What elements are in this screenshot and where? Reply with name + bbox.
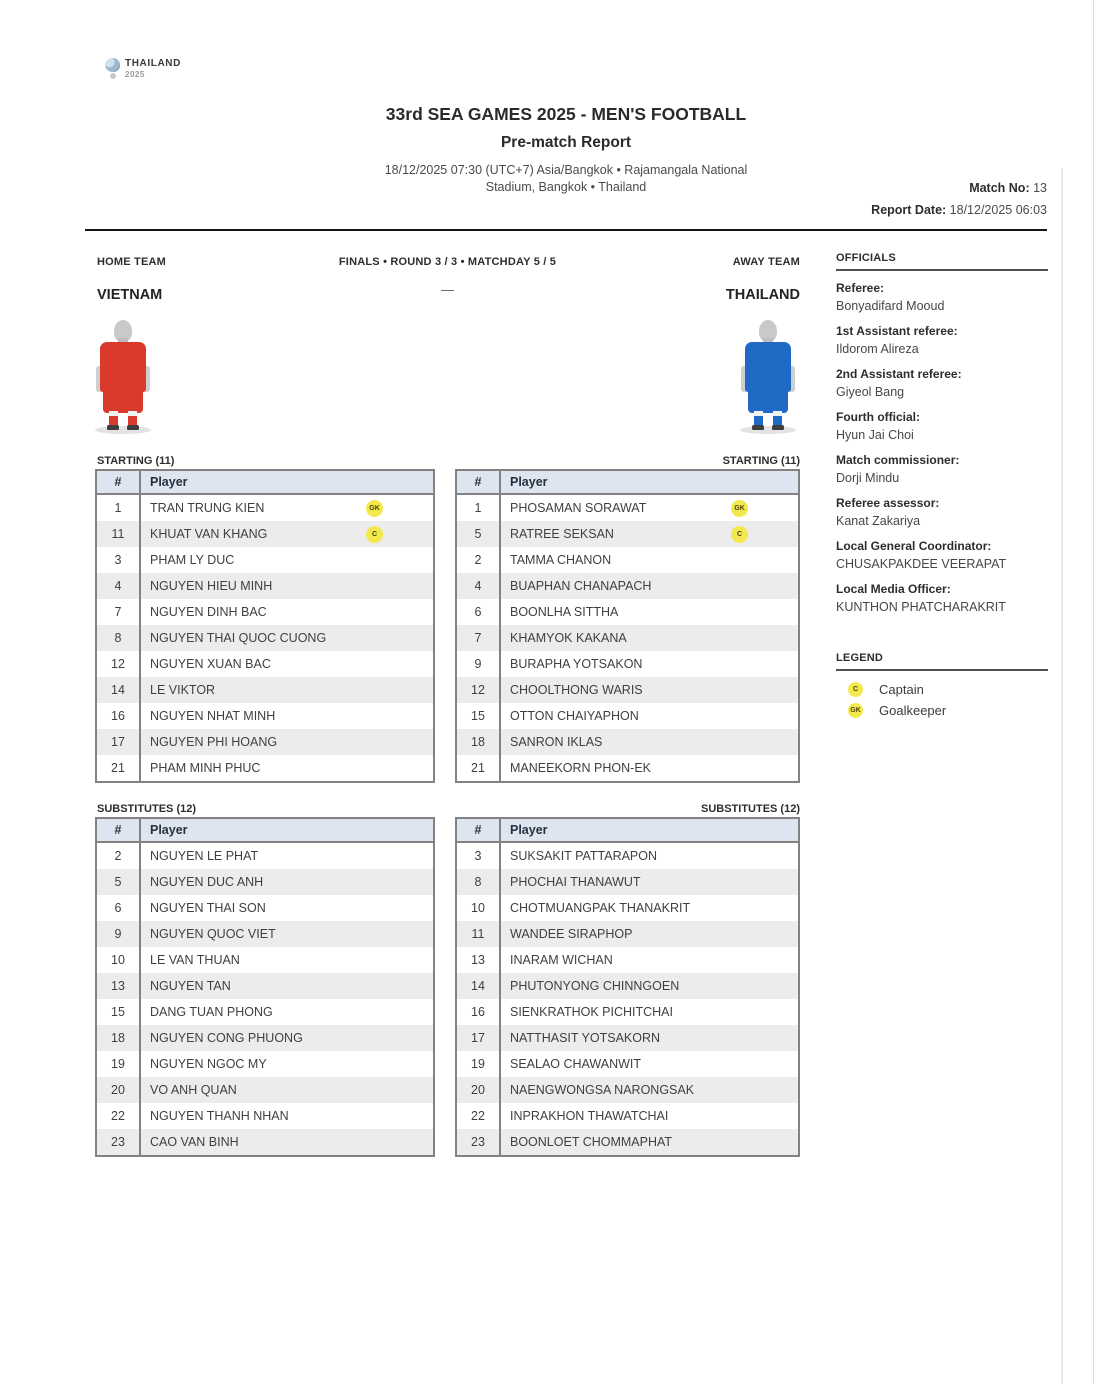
player-row — [457, 869, 798, 895]
player-number: 3 — [97, 547, 141, 573]
player-cell — [501, 521, 798, 547]
player-cell — [501, 973, 798, 999]
player-row — [457, 843, 798, 869]
official-name: Kanat Zakariya — [836, 514, 921, 528]
away-starting-table — [455, 469, 800, 783]
player-cell — [141, 521, 433, 547]
player-cell — [141, 1025, 433, 1051]
player-column-header: Player — [150, 823, 188, 837]
home-team-label: HOME TEAM — [97, 256, 167, 268]
away-substitutes-table — [455, 817, 800, 1157]
official-name: Ildorom Alireza — [836, 342, 919, 356]
player-cell — [501, 1103, 798, 1129]
player-number: 3 — [457, 843, 501, 869]
player-name: KHUAT VAN KHANG — [150, 527, 268, 541]
player-cell — [501, 703, 798, 729]
player-row — [97, 1103, 433, 1129]
home-team-name: VIETNAM — [97, 287, 163, 303]
kit-shoe-right — [772, 425, 784, 430]
player-cell — [501, 495, 798, 521]
away-team-label: AWAY TEAM — [732, 256, 800, 268]
official-role-label: Referee: — [836, 281, 885, 295]
player-name: PHOSAMAN SORAWAT — [510, 501, 647, 515]
page-scan-edge — [1061, 168, 1063, 1384]
kit-shoe-right — [127, 425, 139, 430]
player-name: SANRON IKLAS — [510, 735, 603, 749]
player-name: NGUYEN THAI SON — [150, 901, 266, 915]
official-name: KUNTHON PHATCHARAKRIT — [836, 600, 1006, 614]
table-body — [457, 843, 798, 1155]
match-no-value: 13 — [1033, 181, 1047, 195]
player-row — [97, 1077, 433, 1103]
report-title: 33rd SEA GAMES 2025 - MEN'S FOOTBALL — [385, 104, 747, 124]
match-no-line — [871, 177, 1047, 199]
player-row — [457, 521, 798, 547]
legend-label: Captain — [879, 682, 924, 697]
player-name: PHUTONYONG CHINNGOEN — [510, 979, 680, 993]
player-number: 21 — [97, 755, 141, 781]
player-name: NGUYEN NHAT MINH — [150, 709, 276, 723]
player-number: 2 — [97, 843, 141, 869]
player-name: SIENKRATHOK PICHITCHAI — [510, 1005, 673, 1019]
home-starting-table — [95, 469, 435, 783]
player-name: NGUYEN DUC ANH — [150, 875, 264, 889]
official-name: CHUSAKPAKDEE VEERAPAT — [836, 557, 1007, 571]
player-name: NAENGWONGSA NARONGSAK — [510, 1083, 695, 1097]
player-number: 10 — [97, 947, 141, 973]
player-row — [457, 895, 798, 921]
player-cell — [501, 1077, 798, 1103]
report-date-label: Report Date: — [871, 203, 947, 217]
player-name: PHOCHAI THANAWUT — [510, 875, 641, 889]
player-row — [97, 1129, 433, 1155]
player-row — [457, 729, 798, 755]
player-number: 5 — [457, 521, 501, 547]
official-role-label: 1st Assistant referee: — [836, 324, 958, 338]
player-row — [97, 495, 433, 521]
player-row — [457, 755, 798, 781]
official-role-label: 2nd Assistant referee: — [836, 367, 962, 381]
player-row — [457, 1129, 798, 1155]
player-row — [97, 547, 433, 573]
player-row — [97, 1025, 433, 1051]
player-name: NGUYEN XUAN BAC — [150, 657, 271, 671]
player-name: BURAPHA YOTSAKON — [510, 657, 643, 671]
home-starting-label: STARTING (11) — [97, 455, 175, 467]
player-name: CHOOLTHONG WARIS — [510, 683, 643, 697]
player-name: NGUYEN PHI HOANG — [150, 735, 278, 749]
player-name: NGUYEN THANH NHAN — [150, 1109, 289, 1123]
player-row — [457, 651, 798, 677]
player-row — [97, 843, 433, 869]
player-cell — [501, 651, 798, 677]
player-row — [457, 1103, 798, 1129]
match-datetime-line2: Stadium, Bangkok • Thailand — [485, 180, 647, 194]
legend-label: Goalkeeper — [879, 703, 947, 718]
player-number: 14 — [97, 677, 141, 703]
player-cell — [501, 729, 798, 755]
player-number: 15 — [97, 999, 141, 1025]
official-name: Hyun Jai Choi — [836, 428, 914, 442]
player-number: 18 — [457, 729, 501, 755]
report-subtitle: Pre-match Report — [500, 134, 632, 151]
player-number: 1 — [457, 495, 501, 521]
player-number: 19 — [457, 1051, 501, 1077]
player-row — [97, 599, 433, 625]
player-row — [457, 703, 798, 729]
player-row — [97, 651, 433, 677]
legend-item — [836, 679, 1048, 700]
legend-list — [836, 679, 1048, 721]
kit-shoe-left — [107, 425, 119, 430]
player-number: 20 — [457, 1077, 501, 1103]
captain-badge: C — [731, 526, 748, 543]
player-cell — [141, 703, 433, 729]
player-row — [457, 999, 798, 1025]
player-number: 7 — [457, 625, 501, 651]
player-name: BOONLOET CHOMMAPHAT — [510, 1135, 673, 1149]
goalkeeper-badge: GK — [366, 500, 383, 517]
goalkeeper-badge: GK — [731, 500, 748, 517]
player-row — [97, 999, 433, 1025]
player-number: 1 — [97, 495, 141, 521]
home-substitutes-label: SUBSTITUTES (12) — [97, 803, 197, 815]
player-number: 17 — [97, 729, 141, 755]
player-cell — [141, 651, 433, 677]
official-role-label: Match commissioner: — [836, 453, 960, 467]
player-row — [97, 973, 433, 999]
player-cell — [141, 973, 433, 999]
number-column-header: # — [457, 471, 501, 493]
table-header-row — [97, 471, 433, 495]
legend-panel — [836, 652, 1048, 721]
player-cell — [141, 1051, 433, 1077]
player-cell — [141, 999, 433, 1025]
official-role-label: Fourth official: — [836, 410, 920, 424]
player-name: NGUYEN DINH BAC — [150, 605, 267, 619]
player-row — [457, 973, 798, 999]
player-column-header: Player — [510, 823, 548, 837]
kit-shorts — [748, 391, 788, 413]
player-name: NGUYEN THAI QUOC CUONG — [150, 631, 327, 645]
official-role-label: Referee assessor: — [836, 496, 940, 510]
player-number: 13 — [457, 947, 501, 973]
player-name: PHAM LY DUC — [150, 553, 235, 567]
away-team-name: THAILAND — [725, 287, 800, 303]
player-row — [457, 921, 798, 947]
player-row — [457, 625, 798, 651]
player-row — [97, 729, 433, 755]
player-number: 6 — [457, 599, 501, 625]
away-substitutes-label: SUBSTITUTES (12) — [700, 803, 800, 815]
player-cell — [501, 677, 798, 703]
player-number: 11 — [457, 921, 501, 947]
player-cell — [141, 921, 433, 947]
logo-dot-icon — [110, 73, 116, 79]
player-name: RATREE SEKSAN — [510, 527, 614, 541]
player-name: NGUYEN CONG PHUONG — [150, 1031, 303, 1045]
officials-list — [836, 281, 1048, 615]
player-row — [457, 1025, 798, 1051]
player-name: SEALAO CHAWANWIT — [510, 1057, 642, 1071]
player-number: 23 — [457, 1129, 501, 1155]
player-cell — [141, 1129, 433, 1155]
logo-title: THAILAND — [125, 58, 181, 69]
player-row — [457, 547, 798, 573]
player-cell — [501, 547, 798, 573]
table-header-row — [457, 471, 798, 495]
table-header-row — [97, 819, 433, 843]
player-name: BUAPHAN CHANAPACH — [510, 579, 652, 593]
player-row — [457, 1051, 798, 1077]
player-name: CHOTMUANGPAK THANAKRIT — [510, 901, 691, 915]
player-name: NGUYEN QUOC VIET — [150, 927, 276, 941]
player-number: 12 — [457, 677, 501, 703]
official-role-label: Local General Coordinator: — [836, 539, 992, 553]
globe-icon — [105, 58, 120, 72]
player-number: 13 — [97, 973, 141, 999]
match-meta — [871, 177, 1047, 221]
number-column-header: # — [97, 471, 141, 493]
kit-shadow — [95, 426, 151, 434]
player-row — [97, 895, 433, 921]
player-number: 7 — [97, 599, 141, 625]
away-starting-label: STARTING (11) — [722, 455, 800, 467]
player-row — [97, 921, 433, 947]
player-column-header: Player — [150, 475, 188, 489]
player-cell — [141, 547, 433, 573]
player-cell — [141, 729, 433, 755]
match-datetime-line1: 18/12/2025 07:30 (UTC+7) Asia/Bangkok • Rajamangala National — [384, 163, 748, 177]
player-name: VO ANH QUAN — [150, 1083, 237, 1097]
player-name: BOONLHA SITTHA — [510, 605, 619, 619]
officials-title: OFFICIALS — [836, 252, 1048, 271]
legend-item — [836, 700, 1048, 721]
player-number: 11 — [97, 521, 141, 547]
table-body — [97, 495, 433, 781]
player-number: 4 — [97, 573, 141, 599]
player-cell — [141, 677, 433, 703]
number-column-header: # — [457, 819, 501, 841]
player-number: 2 — [457, 547, 501, 573]
kit-shoe-left — [752, 425, 764, 430]
player-name: TRAN TRUNG KIEN — [150, 501, 265, 515]
kit-jersey — [100, 342, 146, 392]
player-cell — [141, 843, 433, 869]
player-number: 21 — [457, 755, 501, 781]
table-body — [457, 495, 798, 781]
player-row — [457, 1077, 798, 1103]
player-cell — [141, 869, 433, 895]
match-no-label: Match No: — [969, 181, 1030, 195]
player-name: DANG TUAN PHONG — [150, 1005, 273, 1019]
player-cell — [501, 843, 798, 869]
player-name: OTTON CHAIYAPHON — [510, 709, 639, 723]
player-row — [457, 947, 798, 973]
player-cell — [501, 921, 798, 947]
player-cell — [141, 947, 433, 973]
captain-badge: C — [848, 682, 863, 697]
player-number: 5 — [97, 869, 141, 895]
player-number: 14 — [457, 973, 501, 999]
player-name: WANDEE SIRAPHOP — [510, 927, 633, 941]
home-substitutes-table — [95, 817, 435, 1157]
player-name: PHAM MINH PHUC — [150, 761, 261, 775]
official-name: Giyeol Bang — [836, 385, 905, 399]
player-number: 9 — [97, 921, 141, 947]
officials-panel — [836, 252, 1048, 615]
player-cell — [501, 1025, 798, 1051]
player-cell — [141, 625, 433, 651]
player-column-header: Player — [510, 475, 548, 489]
player-number: 6 — [97, 895, 141, 921]
player-row — [97, 703, 433, 729]
player-name: LE VIKTOR — [150, 683, 216, 697]
player-cell — [141, 599, 433, 625]
player-number: 17 — [457, 1025, 501, 1051]
player-name: LE VAN THUAN — [150, 953, 240, 967]
player-name: NGUYEN NGOC MY — [150, 1057, 267, 1071]
player-cell — [501, 869, 798, 895]
player-cell — [141, 1103, 433, 1129]
player-row — [457, 677, 798, 703]
player-name: KHAMYOK KAKANA — [510, 631, 627, 645]
captain-badge: C — [366, 526, 383, 543]
player-cell — [501, 1051, 798, 1077]
player-name: INARAM WICHAN — [510, 953, 613, 967]
home-kit-figure — [88, 320, 158, 434]
player-cell — [141, 895, 433, 921]
player-row — [97, 1051, 433, 1077]
player-cell — [501, 895, 798, 921]
player-number: 18 — [97, 1025, 141, 1051]
report-date-value: 18/12/2025 06:03 — [949, 203, 1047, 217]
table-body — [97, 843, 433, 1155]
player-number: 15 — [457, 703, 501, 729]
player-row — [457, 599, 798, 625]
player-cell — [501, 573, 798, 599]
player-number: 23 — [97, 1129, 141, 1155]
kit-shorts — [103, 391, 143, 413]
player-row — [457, 573, 798, 599]
kit-shadow — [740, 426, 796, 434]
player-number: 9 — [457, 651, 501, 677]
number-column-header: # — [97, 819, 141, 841]
kit-jersey — [745, 342, 791, 392]
player-name: INPRAKHON THAWATCHAI — [510, 1109, 669, 1123]
player-cell — [141, 1077, 433, 1103]
tournament-logo-text — [125, 58, 181, 79]
player-number: 20 — [97, 1077, 141, 1103]
header-divider — [85, 229, 1047, 231]
player-number: 8 — [97, 625, 141, 651]
player-row — [97, 869, 433, 895]
player-name: NGUYEN HIEU MINH — [150, 579, 273, 593]
player-cell — [501, 947, 798, 973]
stage-line: FINALS • ROUND 3 / 3 • MATCHDAY 5 / 5 — [338, 256, 557, 268]
player-cell — [141, 755, 433, 781]
player-number: 8 — [457, 869, 501, 895]
player-number: 12 — [97, 651, 141, 677]
player-cell — [501, 755, 798, 781]
player-number: 16 — [457, 999, 501, 1025]
player-cell — [501, 599, 798, 625]
official-name: Bonyadifard Mooud — [836, 299, 945, 313]
player-row — [97, 521, 433, 547]
player-cell — [501, 625, 798, 651]
player-row — [457, 495, 798, 521]
player-cell — [141, 573, 433, 599]
player-name: CAO VAN BINH — [150, 1135, 239, 1149]
legend-title: LEGEND — [836, 652, 1048, 671]
score-placeholder: — — [441, 282, 454, 297]
player-cell — [141, 495, 433, 521]
player-row — [97, 625, 433, 651]
logo-year: 2025 — [125, 70, 145, 79]
page-edge — [1093, 0, 1094, 1384]
player-row — [97, 677, 433, 703]
player-row — [97, 947, 433, 973]
player-number: 19 — [97, 1051, 141, 1077]
player-name: NATTHASIT YOTSAKORN — [510, 1031, 661, 1045]
report-date-line — [871, 199, 1047, 221]
player-name: NGUYEN LE PHAT — [150, 849, 259, 863]
player-number: 16 — [97, 703, 141, 729]
player-cell — [501, 999, 798, 1025]
player-name: TAMMA CHANON — [510, 553, 612, 567]
player-name: MANEEKORN PHON-EK — [510, 761, 651, 775]
table-header-row — [457, 819, 798, 843]
player-number: 4 — [457, 573, 501, 599]
official-name: Dorji Mindu — [836, 471, 900, 485]
player-number: 22 — [97, 1103, 141, 1129]
tournament-logo-icon — [105, 58, 120, 79]
player-row — [97, 755, 433, 781]
official-role-label: Local Media Officer: — [836, 582, 951, 596]
tournament-logo — [105, 58, 181, 79]
player-name: NGUYEN TAN — [150, 979, 231, 993]
player-number: 10 — [457, 895, 501, 921]
away-kit-figure — [733, 320, 803, 434]
player-row — [97, 573, 433, 599]
player-name: SUKSAKIT PATTARAPON — [510, 849, 658, 863]
player-number: 22 — [457, 1103, 501, 1129]
player-cell — [501, 1129, 798, 1155]
goalkeeper-badge: GK — [848, 703, 863, 718]
